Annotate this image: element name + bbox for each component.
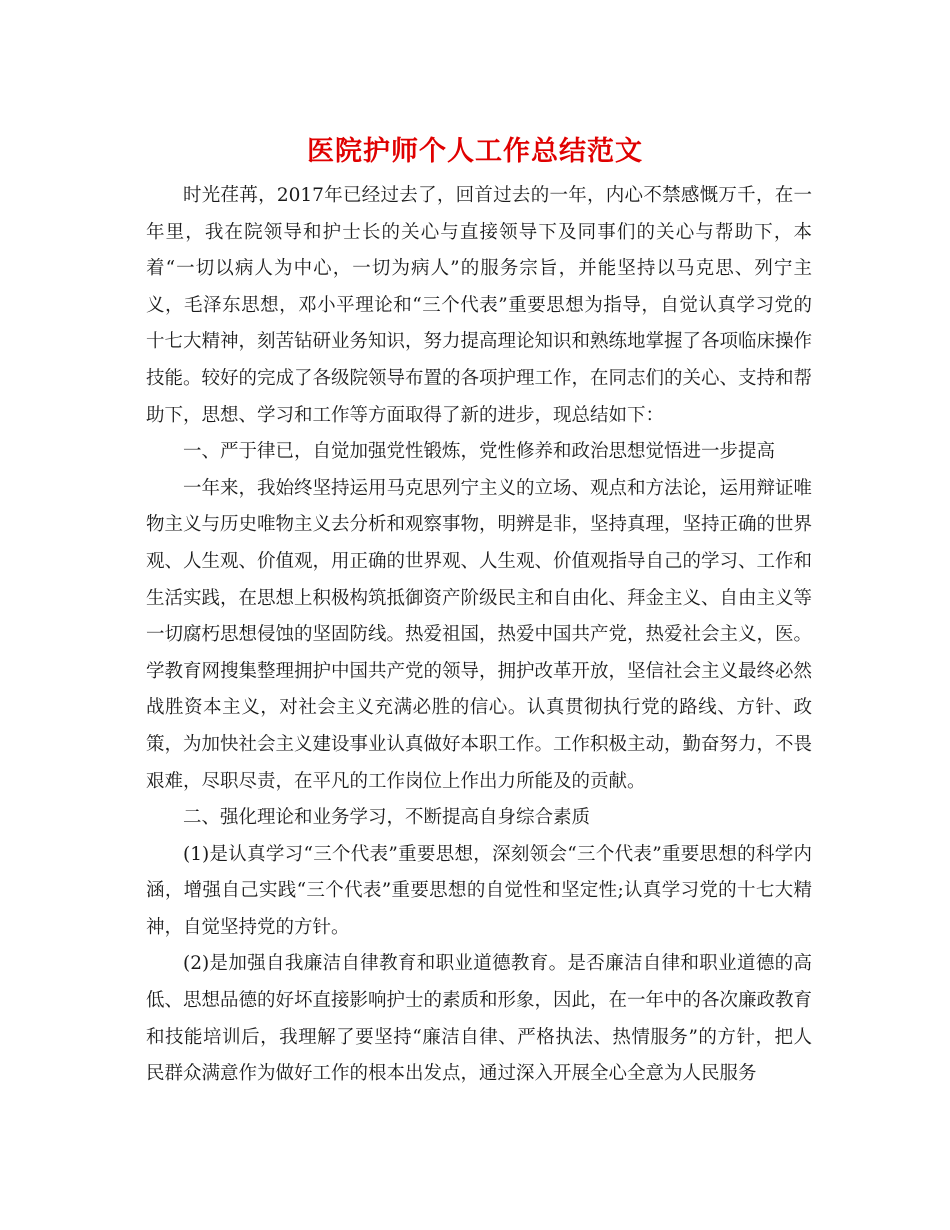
paragraph-item-1: (1)是认真学习“三个代表”重要思想，深刻领会“三个代表”重要思想的科学内涵，增强自己实践“三个代表”重要思想的自觉性和坚定性;认真学习党的十七大精神，自觉坚持党的方针。 <box>146 843 812 938</box>
document-body <box>146 178 812 1093</box>
paragraph-section-1: 一年来，我始终坚持运用马克思列宁主义的立场、观点和方法论，运用辩证唯物主义与历史唯物主义去分析和观察事物，明辨是非，坚持真理，坚持正确的世界观、人生观、价值观，用正确的世界观、人生观、价值观指导自己的学习、工作和生活实践，在思想上积极构筑抵御资产阶级民主和自由化、拜金主义、自由主义等一切腐朽思想侵蚀的坚固防线。热爱祖国，热爱中国共产党，热爱社会主义，医。学教育网搜集整理拥护中国共产党的领导，拥护改革开放，坚信社会主义最终必然战胜资本主义，对社会主义充满必胜的信心。认真贯彻执行党的路线、方针、政策，为加快社会主义建设事业认真做好本职工作。工作积极主动，勤奋努力，不畏艰难，尽职尽责，在平凡的工作岗位上作出力所能及的贡献。 <box>146 477 813 792</box>
section-heading-1: 一、严于律已，自觉加强党性锻炼，党性修养和政治思想觉悟进一步提高 <box>183 441 776 463</box>
section-heading-2: 二、强化理论和业务学习，不断提高自身综合素质 <box>183 807 591 829</box>
paragraph-intro: 时光荏苒，2017年已经过去了，回首过去的一年，内心不禁感慨万千，在一年里，我在院领导和护士长的关心与直接领导下及同事们的关心与帮助下，本着“一切以病人为中心，一切为病人”的服务宗旨，并能坚持以马克思、列宁主义，毛泽东思想，邓小平理论和“三个代表”重要思想为指导，自觉认真学习党的十七大精神，刻苦钻研业务知识，努力提高理论知识和熟练地掌握了各项临床操作技能。较好的完成了各级院领导布置的各项护理工作，在同志们的关心、支持和帮助下，思想、学习和工作等方面取得了新的进步，现总结如下： <box>146 185 813 426</box>
document-title: 医院护师个人工作总结范文 <box>307 136 643 167</box>
paragraph-item-2: (2)是加强自我廉洁自律教育和职业道德教育。是否廉洁自律和职业道德的高低、思想品德的好坏直接影响护士的素质和形象，因此，在一年中的各次廉政教育和技能培训后，我理解了要坚持“廉洁自律、严格执法、热情服务”的方针，把人民群众满意作为做好工作的根本出发点，通过深入开展全心全意为人民服务 <box>146 953 813 1085</box>
